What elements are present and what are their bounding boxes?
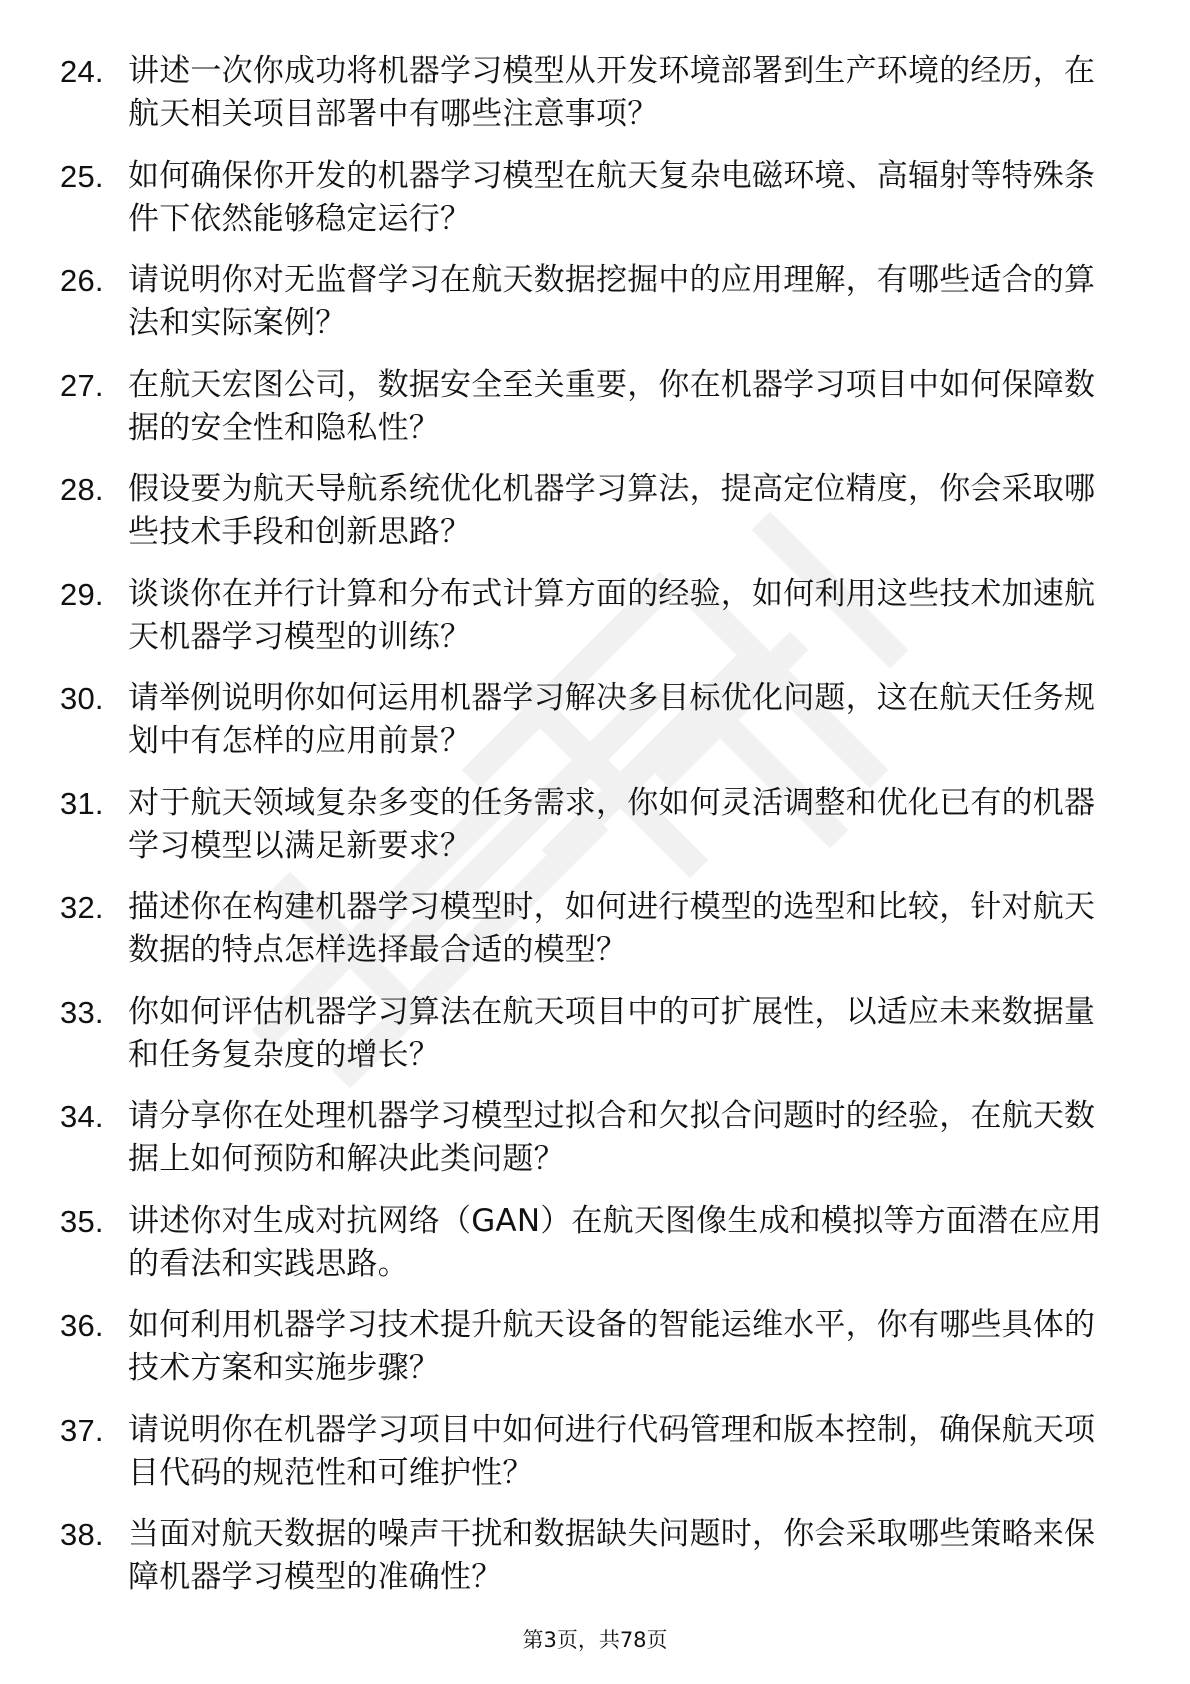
question-item	[60, 259, 1120, 345]
question-number: 30.	[60, 681, 104, 716]
question-number: 24.	[60, 54, 104, 89]
question-number: 38.	[60, 1517, 104, 1552]
question-text: 描述你在构建机器学习模型时，如何进行模型的选型和比较，针对航天数据的特点怎样选择最合适的模型？	[128, 889, 1096, 968]
question-text: 请说明你在机器学习项目中如何进行代码管理和版本控制，确保航天项目代码的规范性和可维护性？	[128, 1411, 1096, 1491]
question-number: 28.	[60, 472, 104, 507]
question-item	[60, 1200, 1120, 1286]
question-item	[60, 468, 1120, 554]
question-number: 35.	[60, 1203, 104, 1239]
question-item	[60, 50, 1120, 136]
question-text: 在航天宏图公司，数据安全至关重要，你在机器学习项目中如何保障数据的安全性和隐私性？	[128, 366, 1096, 446]
question-text: 谈谈你在并行计算和分布式计算方面的经验，如何利用这些技术加速航天机器学习模型的训练？	[128, 575, 1096, 655]
question-number: 32.	[60, 890, 104, 925]
page-footer	[0, 1627, 1190, 1653]
question-item	[60, 991, 1120, 1077]
question-number: 26.	[60, 263, 104, 298]
question-item	[60, 573, 1120, 659]
question-number: 34.	[60, 1099, 104, 1134]
question-item	[60, 1409, 1120, 1495]
question-text: 请举例说明你如何运用机器学习解决多目标优化问题，这在航天任务规划中有怎样的应用前景？	[128, 680, 1096, 759]
question-text: 你如何评估机器学习算法在航天项目中的可扩展性，以适应未来数据量和任务复杂度的增长？	[128, 993, 1096, 1073]
question-item	[60, 677, 1120, 763]
question-number: 33.	[60, 994, 104, 1030]
question-item	[60, 364, 1120, 450]
question-number: 31.	[60, 785, 104, 821]
question-text: 当面对航天数据的噪声干扰和数据缺失问题时，你会采取哪些策略来保障机器学习模型的准确性？	[128, 1516, 1096, 1595]
question-list	[60, 50, 1120, 1618]
question-item	[60, 1095, 1120, 1181]
question-item	[60, 782, 1120, 868]
question-text: 对于航天领域复杂多变的任务需求，你如何灵活调整和优化已有的机器学习模型以满足新要求？	[128, 784, 1096, 864]
question-number: 25.	[60, 158, 104, 194]
question-number: 37.	[60, 1412, 104, 1448]
page-number-label: 第3页，共78页	[522, 1628, 668, 1652]
question-item	[60, 1513, 1120, 1599]
question-text: 如何确保你开发的机器学习模型在航天复杂电磁环境、高辐射等特殊条件下依然能够稳定运行？	[128, 157, 1096, 237]
question-text: 请分享你在处理机器学习模型过拟合和欠拟合问题时的经验，在航天数据上如何预防和解决此类问题？	[128, 1098, 1096, 1177]
question-text: 请说明你对无监督学习在航天数据挖掘中的应用理解，有哪些适合的算法和实际案例？	[128, 262, 1096, 341]
question-text: 如何利用机器学习技术提升航天设备的智能运维水平，你有哪些具体的技术方案和实施步骤？	[128, 1307, 1096, 1386]
question-text: 讲述你对生成对抗网络（GAN）在航天图像生成和模拟等方面潜在应用的看法和实践思路。	[128, 1202, 1102, 1282]
question-item	[60, 886, 1120, 972]
question-text: 假设要为航天导航系统优化机器学习算法，提高定位精度，你会采取哪些技术手段和创新思路？	[128, 471, 1096, 550]
question-item	[60, 1304, 1120, 1390]
question-number: 36.	[60, 1308, 104, 1343]
question-item	[60, 155, 1120, 241]
question-text: 讲述一次你成功将机器学习模型从开发环境部署到生产环境的经历，在航天相关项目部署中有哪些注意事项？	[128, 53, 1096, 132]
question-number: 27.	[60, 367, 104, 403]
question-number: 29.	[60, 576, 104, 612]
